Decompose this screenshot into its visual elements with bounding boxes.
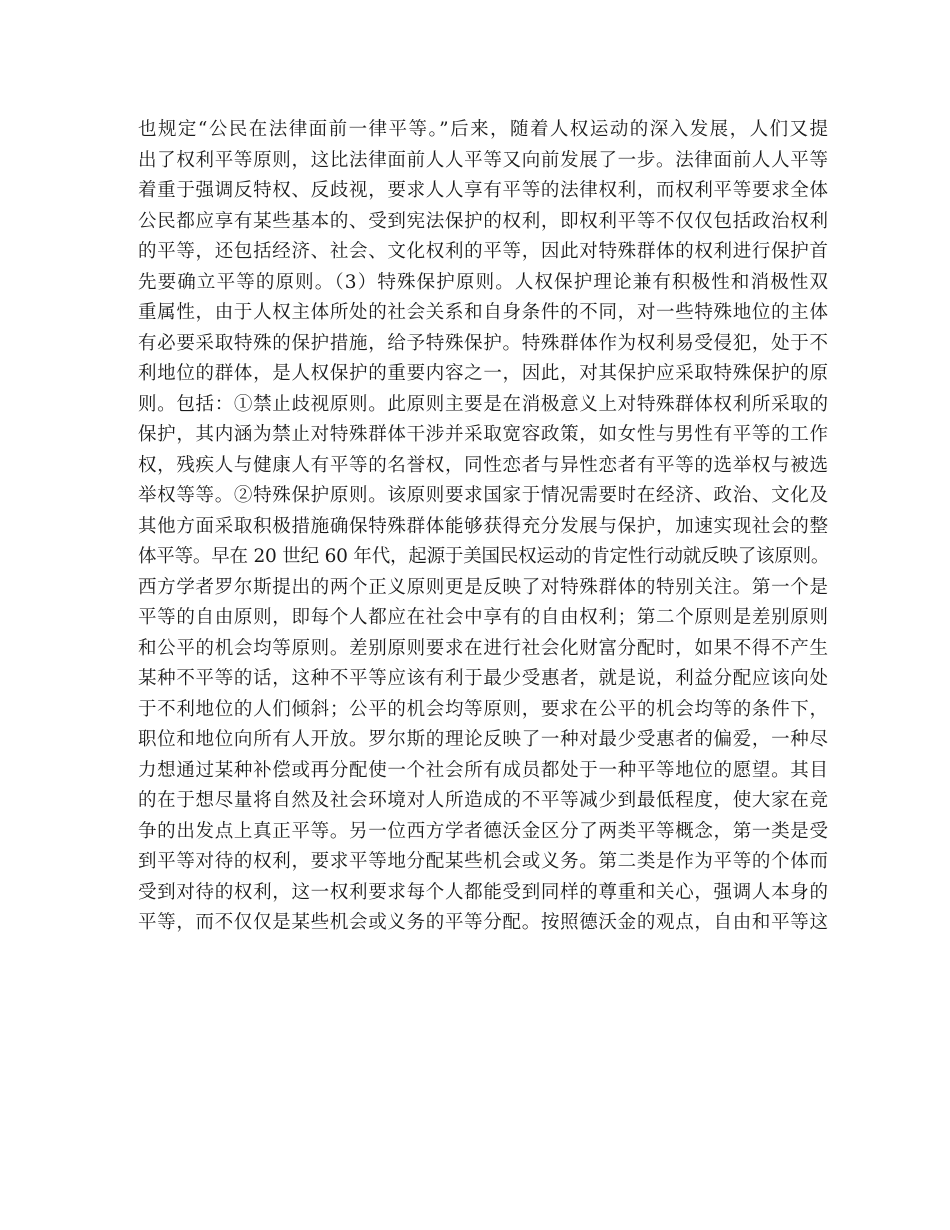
text-line: 职位和地位向所有人开放。罗尔斯的理论反映了一种对最少受惠者的偏爱，一种尽 <box>138 729 828 750</box>
text-line: 举权等等。②特殊保护原则。该原则要求国家于情况需要时在经济、政治、文化及 <box>138 485 828 506</box>
text-line: 利地位的群体，是人权保护的重要内容之一，因此，对其保护应采取特殊保护的原 <box>138 363 828 384</box>
text-line: 平等，而不仅仅是某些机会或义务的平等分配。按照德沃金的观点，自由和平等这 <box>138 912 828 933</box>
body-text <box>138 115 828 939</box>
text-line: 其他方面采取积极措施确保特殊群体能够获得充分发展与保护，加速实现社会的整 <box>138 515 828 537</box>
text-line: 则。包括：①禁止歧视原则。此原则主要是在消极意义上对特殊群体权利所采取的 <box>138 393 828 415</box>
text-line: 的在于想尽量将自然及社会环境对人所造成的不平等减少到最低程度，使大家在竞 <box>138 790 828 811</box>
text-line: 公民都应享有某些基本的、受到宪法保护的权利，即权利平等不仅仅包括政治权利 <box>138 210 828 232</box>
text-line: 争的出发点上真正平等。另一位西方学者德沃金区分了两类平等概念，第一类是受 <box>138 820 828 842</box>
text-line: 西方学者罗尔斯提出的两个正义原则更是反映了对特殊群体的特别关注。第一个是 <box>138 576 828 598</box>
text-line: 到平等对待的权利，要求平等地分配某些机会或义务。第二类是作为平等的个体而 <box>138 851 828 872</box>
text-line: 重属性，由于人权主体所处的社会关系和自身条件的不同，对一些特殊地位的主体 <box>138 302 828 323</box>
text-line: 和公平的机会均等原则。差别原则要求在进行社会化财富分配时，如果不得不产生 <box>138 637 828 659</box>
text-line: 权，残疾人与健康人有平等的名誉权，同性恋者与异性恋者有平等的选举权与被选 <box>138 454 828 476</box>
text-line: 先要确立平等的原则。（3）特殊保护原则。人权保护理论兼有积极性和消极性双 <box>138 271 828 293</box>
text-line: 某种不平等的话，这种不平等应该有利于最少受惠者，就是说，利益分配应该向处 <box>138 668 828 689</box>
text-line: 体平等。早在 20 世纪 60 年代，起源于美国民权运动的肯定性行动就反映了该原则。 <box>138 546 830 567</box>
text-line: 于不利地位的人们倾斜；公平的机会均等原则，要求在公平的机会均等的条件下， <box>138 698 828 720</box>
text-line: 力想通过某种补偿或再分配使一个社会所有成员都处于一种平等地位的愿望。其目 <box>138 759 828 781</box>
text-line: 着重于强调反特权、反歧视，要求人人享有平等的法律权利，而权利平等要求全体 <box>138 180 828 201</box>
text-line: 出了权利平等原则，这比法律面前人人平等又向前发展了一步。法律面前人人平等 <box>138 149 828 171</box>
text-line: 受到对待的权利，这一权利要求每个人都能受到同样的尊重和关心，强调人本身的 <box>138 881 828 903</box>
text-line: 也规定“公民在法律面前一律平等。”后来，随着人权运动的深入发展，人们又提 <box>138 119 828 140</box>
text-line: 的平等，还包括经济、社会、文化权利的平等，因此对特殊群体的权利进行保护首 <box>138 241 828 262</box>
text-line: 有必要采取特殊的保护措施，给予特殊保护。特殊群体作为权利易受侵犯，处于不 <box>138 332 828 354</box>
text-line: 保护，其内涵为禁止对特殊群体干涉并采取宽容政策，如女性与男性有平等的工作 <box>138 424 828 445</box>
text-line: 平等的自由原则，即每个人都应在社会中享有的自由权利；第二个原则是差别原则 <box>138 607 828 628</box>
